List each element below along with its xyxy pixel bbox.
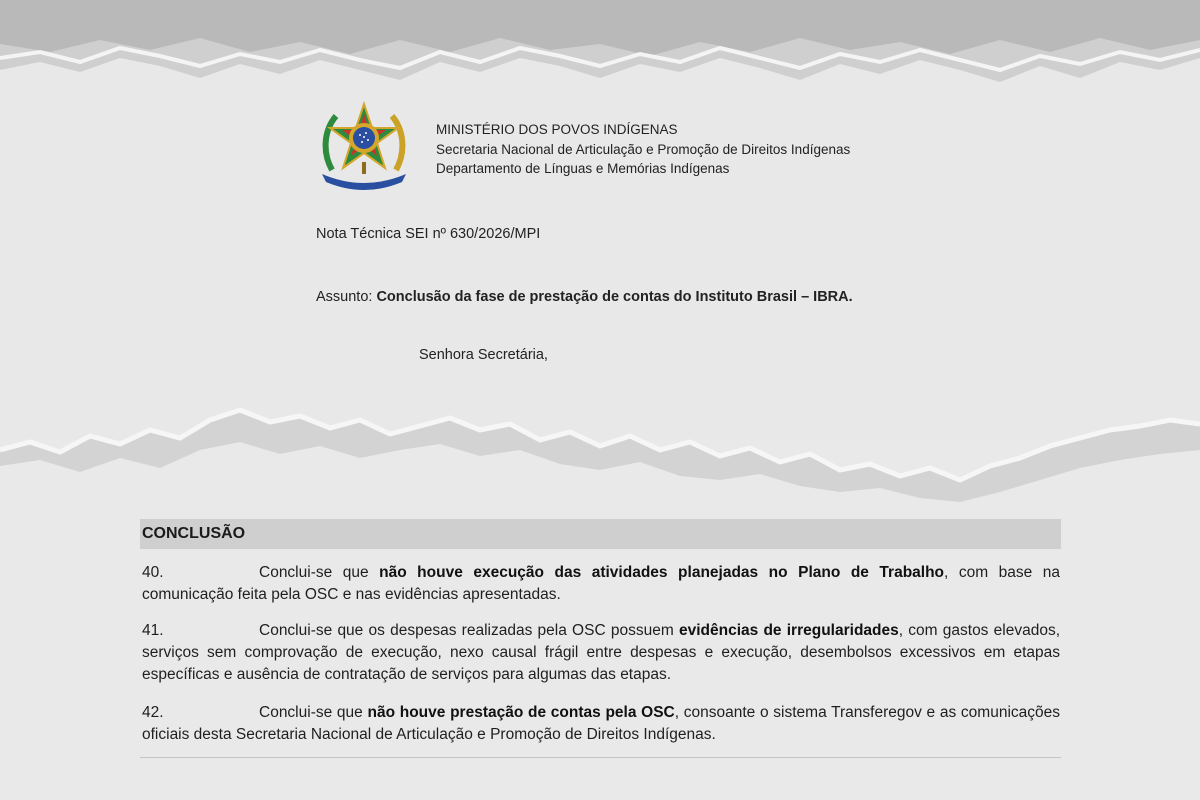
section-divider	[140, 757, 1061, 758]
torn-paper-edge-middle	[0, 380, 1200, 520]
paragraph-number: 40.	[142, 564, 164, 581]
subject-label: Assunto:	[316, 289, 377, 305]
document-header	[318, 100, 1018, 192]
paragraph-text-post: , com gastos elevados, serviços sem comprovação de execução, nexo causal frágil entre despesas e execução, desembolsos excessivos em etapas específicas e ausência de contratação de serviços para algumas das etapas.	[142, 622, 1060, 683]
conclusion-title: CONCLUSÃO	[142, 525, 246, 542]
paragraph-text-post: , com base na comunicação feita pela OSC e nas evidências apresentadas.	[142, 564, 1061, 603]
paragraph-text-bold: não houve execução das atividades planejadas no Plano de Trabalho	[379, 564, 945, 581]
paragraph-text-post: , consoante o sistema Transferegov e as comunicações oficiais desta Secretaria Nacional de Articulação e Promoção de Direitos Indígenas.	[142, 704, 1061, 743]
ministry-name: MINISTÉRIO DOS POVOS INDÍGENAS	[436, 122, 678, 137]
salutation: Senhora Secretária,	[419, 347, 548, 363]
conclusion-paragraph-41	[142, 620, 1060, 686]
conclusion-heading-bar	[140, 519, 1061, 549]
paragraph-text-pre: Conclui-se que	[259, 704, 368, 721]
paragraph-text-bold: não houve prestação de contas pela OSC	[367, 704, 675, 721]
torn-paper-edge-top	[0, 0, 1200, 110]
paragraph-text-bold: evidências de irregularidades	[678, 622, 899, 639]
organization-block	[436, 120, 850, 179]
conclusion-paragraph-40	[142, 562, 1060, 606]
document-number: Nota Técnica SEI nº 630/2026/MPI	[316, 226, 541, 242]
paragraph-number: 41.	[142, 622, 164, 639]
paragraph-text-pre: Conclui-se que os despesas realizadas pela OSC possuem	[259, 622, 679, 639]
department-name: Departamento de Línguas e Memórias Indígenas	[436, 161, 730, 176]
secretariat-name: Secretaria Nacional de Articulação e Promoção de Direitos Indígenas	[436, 141, 851, 157]
conclusion-paragraph-42	[142, 702, 1060, 746]
subject-line	[316, 289, 853, 305]
subject-text: Conclusão da fase de prestação de contas do Instituto Brasil – IBRA.	[376, 289, 853, 305]
paragraph-text-pre: Conclui-se que	[259, 564, 380, 581]
paragraph-number: 42.	[142, 704, 164, 721]
brazil-coat-of-arms-icon	[318, 100, 410, 190]
